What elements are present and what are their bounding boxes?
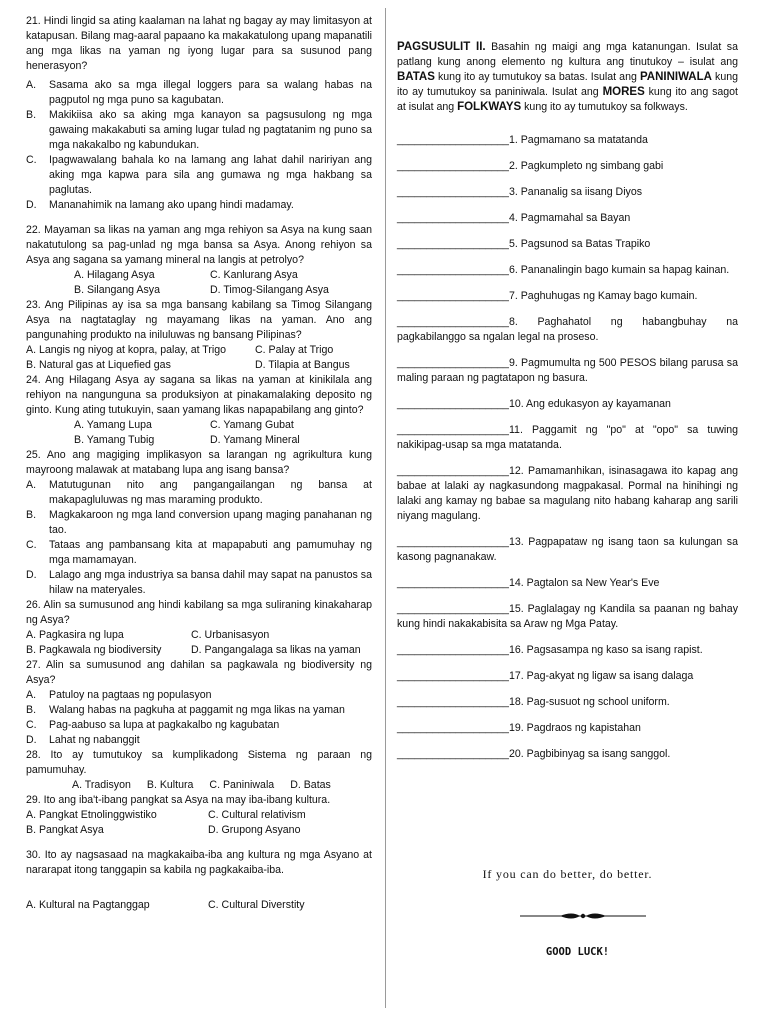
- question-stem: 22. Mayaman sa likas na yaman ang mga rehiyon sa Asya na kung saan nakatutulong sa pag-unlad ng mga bansa sa Asya. Anong rehiyon sa Asya ang sagana sa yamang mineral na langis at petrolyo?: [26, 224, 372, 266]
- answer-blank[interactable]: ___________________: [397, 670, 509, 682]
- answer-item-text: 10. Ang edukasyon ay kayamanan: [508, 398, 671, 410]
- option-c[interactable]: C. Urbanisasyon: [191, 629, 270, 641]
- question-27: [26, 658, 372, 748]
- question-stem: 27. Alin sa sumusunod ang dahilan sa pagkawala ng biodiversity ng Asya?: [26, 659, 372, 686]
- question-stem: 28. Ito ay tumutukoy sa kumplikadong Sistema ng paraan ng pamumuhay.: [26, 749, 372, 776]
- question-22: [26, 223, 372, 298]
- good-luck-text: GOOD LUCK!: [545, 946, 610, 958]
- question-stem: 29. Ito ang iba't-ibang pangkat sa Asya na may iba-ibang kultura.: [26, 794, 331, 806]
- ornament-divider-icon: [520, 911, 646, 926]
- answer-item-text: 1. Pagmamano sa matatanda: [508, 134, 648, 146]
- answer-blank[interactable]: ___________________: [397, 134, 509, 146]
- answer-item-15: [397, 602, 738, 632]
- option-d[interactable]: D. Batas: [290, 779, 331, 791]
- option-a[interactable]: A. Matutugunan nito ang pangangailangan ng bansa at makapagluluwas ng mas maraming produkto.: [26, 479, 372, 506]
- option-b[interactable]: B. Makikiisa ako sa aking mga kanayon sa pagsusulong ng mga gawaing makakabuti sa aming lugar tulad ng pagtatanim ng puno sa mga nakakalbo ng kabundukan.: [26, 109, 372, 151]
- keyword-batas: BATAS: [397, 71, 435, 83]
- answer-item-text: 15. Paglalagay ng Kandila sa paanan ng bahay kung hindi nakakabisita sa Araw ng Mga Patay.: [397, 603, 738, 630]
- option-a[interactable]: A. Hilagang Asya: [74, 269, 155, 281]
- keyword-paniniwala: PANINIWALA: [639, 71, 712, 83]
- keyword-folkways: FOLKWAYS: [457, 101, 522, 113]
- answer-blank[interactable]: ___________________: [397, 465, 509, 477]
- answer-item-6: [397, 263, 738, 278]
- answer-item-text: 6. Pananalingin bago kumain sa hapag kainan.: [508, 264, 730, 276]
- option-c[interactable]: C. Cultural relativism: [208, 809, 306, 821]
- option-d[interactable]: D. Grupong Asyano: [208, 824, 301, 836]
- option-a[interactable]: A. Kultural na Pagtanggap: [26, 899, 150, 911]
- answer-item-12: [397, 464, 738, 524]
- option-c[interactable]: C. Pag-aabuso sa lupa at pagkakalbo ng kagubatan: [26, 719, 280, 731]
- answer-item-10: [397, 397, 738, 412]
- answer-blank[interactable]: ___________________: [397, 398, 509, 410]
- question-stem: 21. Hindi lingid sa ating kaalaman na lahat ng bagay ay may limitasyon at katapusan. Bilang mag-aaral papaano ka makakatulong upang mapanatili ang mga likas na yaman ng iyong lugar para sa susunod pang henerasyon?: [26, 15, 372, 72]
- instructions: PAGSUSULIT II. Basahin ng maigi ang mga katanungan. Isulat sa patlang kung anong elemento ng kultura ang tinutukoy – isulat ang BATAS kung ito ay tumutukoy sa batas. Isulat ang PANINIWALA kung ito ay tumutukoy sa paniniwala. Isulat ang MORES kung ito ang sagot at isulat ang FOLKWAYS kung ito ay tumutukoy sa folkways.: [397, 41, 739, 113]
- question-26: [26, 598, 372, 658]
- answer-item-16: [397, 643, 738, 658]
- option-b[interactable]: B. Pagkawala ng biodiversity: [26, 644, 162, 656]
- answer-blank[interactable]: ___________________: [397, 577, 509, 589]
- question-stem: 26. Alin sa sumusunod ang hindi kabilang sa mga suliraning kinakaharap ng Asya?: [26, 599, 372, 626]
- option-b[interactable]: B. Yamang Tubig: [74, 434, 155, 446]
- section-title: PAGSUSULIT II.: [397, 41, 486, 53]
- answer-blank[interactable]: ___________________: [397, 722, 509, 734]
- answer-blank[interactable]: ___________________: [397, 316, 509, 328]
- question-stem: 25. Ano ang magiging implikasyon sa larangan ng agrikultura kung mayroong malawak at matabang lupa ang isang bansa?: [26, 449, 372, 476]
- answer-item-text: 18. Pag-susuot ng school uniform.: [508, 696, 670, 708]
- answer-item-text: 19. Pagdraos ng kapistahan: [508, 722, 641, 734]
- motto: If you can do better, do better.: [482, 867, 653, 881]
- question-stem: 23. Ang Pilipinas ay isa sa mga bansang kabilang sa Timog Silangang Asya na nagtataglay ng mayamang likas na yaman. Ano ang pangunahing produkto na iniluluwas ng bansang Pilipinas?: [26, 299, 372, 341]
- question-23: [26, 298, 372, 373]
- option-d[interactable]: D. Timog-Silangang Asya: [210, 284, 329, 296]
- answer-blank[interactable]: ___________________: [397, 603, 509, 615]
- option-b[interactable]: B. Natural gas at Liquefied gas: [26, 359, 171, 371]
- answer-item-text: 17. Pag-akyat ng ligaw sa isang dalaga: [508, 670, 694, 682]
- option-d[interactable]: D. Tilapia at Bangus: [255, 359, 350, 371]
- answer-item-8: [397, 315, 738, 345]
- option-c[interactable]: C. Ipagwawalang bahala ko na lamang ang lahat dahil naririyan ang aking mga kapwa para sila ang gumawa ng mga hakbang sa paglutas.: [26, 154, 372, 196]
- option-b[interactable]: B. Magkakaroon ng mga land conversion upang maging panahanan ng tao.: [26, 509, 372, 536]
- answer-item-9: [397, 356, 738, 386]
- question-25: [26, 448, 372, 598]
- answer-blank[interactable]: ___________________: [397, 748, 509, 760]
- keyword-mores: MORES: [602, 86, 645, 98]
- question-stem: 30. Ito ay nagsasaad na magkakaiba-iba ang kultura ng mga Asyano at nararapat itong tanggapin sa kabila ng pagkakaiba-iba.: [26, 849, 372, 876]
- answer-item-1: [397, 133, 738, 148]
- answer-item-5: [397, 237, 738, 252]
- answer-blank[interactable]: ___________________: [397, 186, 509, 198]
- answer-item-13: [397, 535, 738, 565]
- question-29: [26, 793, 372, 838]
- right-column: [397, 40, 738, 762]
- answer-blank[interactable]: ___________________: [397, 264, 509, 276]
- option-a[interactable]: A. Yamang Lupa: [74, 419, 152, 431]
- left-column: [26, 14, 372, 913]
- option-d[interactable]: D. Pangangalaga sa likas na yaman: [191, 644, 361, 656]
- answer-item-text: 3. Pananalig sa iisang Diyos: [508, 186, 643, 198]
- option-c[interactable]: C. Paniniwala: [209, 779, 275, 791]
- column-divider: [385, 8, 386, 1008]
- answer-item-text: 13. Pagpapataw ng isang taon sa kulungan sa kasong pagnanakaw.: [397, 536, 738, 563]
- option-a[interactable]: A. Patuloy na pagtaas ng populasyon: [26, 689, 212, 701]
- option-c[interactable]: C. Palay at Trigo: [255, 344, 334, 356]
- answer-item-7: [397, 289, 738, 304]
- question-stem: 24. Ang Hilagang Asya ay sagana sa likas na yaman at kinikilala ang rehiyon na nangunguna sa produksiyon at pinakamalaking deposito ng ginto. Kung ating tutukuyin, saan yamang likas napapabilang ang ginto?: [26, 374, 372, 416]
- question-28: [26, 748, 372, 793]
- answer-item-18: [397, 695, 738, 710]
- answer-item-2: [397, 159, 738, 174]
- answer-blank[interactable]: ___________________: [397, 357, 509, 369]
- answer-item-text: 12. Pamamanhikan, isinasagawa ito kapag ang babae at lalaki ay nagkasundong magpakasal. Pormal na hinihingi ng lalaki ang kamay ng babae sa magulang nito habang kaharap ang sarili niyang magulang.: [397, 465, 738, 522]
- answer-item-11: [397, 423, 738, 453]
- option-c[interactable]: C. Tataas ang pambansang kita at mapapabuti ang pamumuhay ng mga mamamayan.: [26, 539, 372, 566]
- question-30: [26, 848, 372, 913]
- option-a[interactable]: A. Sasama ako sa mga illegal loggers para sa walang habas na pagputol ng mga puno sa kagubatan.: [26, 79, 372, 106]
- answer-item-text: 20. Pagbibinyag sa isang sanggol.: [508, 748, 671, 760]
- answer-item-text: 5. Pagsunod sa Batas Trapiko: [508, 238, 651, 250]
- option-b[interactable]: B. Pangkat Asya: [26, 824, 104, 836]
- option-d[interactable]: D. Lahat ng nabanggit: [26, 734, 140, 746]
- answer-blank[interactable]: ___________________: [397, 290, 509, 302]
- answer-list: [397, 133, 738, 762]
- answer-blank[interactable]: ___________________: [397, 212, 509, 224]
- answer-blank[interactable]: ___________________: [397, 160, 509, 172]
- option-a[interactable]: A. Pagkasira ng lupa: [26, 629, 124, 641]
- option-a[interactable]: A. Langis ng niyog at kopra, palay, at Trigo: [26, 344, 227, 356]
- option-d[interactable]: D. Lalago ang mga industriya sa bansa dahil may sapat na panustos sa hilaw na materyales.: [26, 569, 372, 596]
- answer-item-text: 2. Pagkumpleto ng simbang gabi: [508, 160, 664, 172]
- answer-item-14: [397, 576, 738, 591]
- answer-item-4: [397, 211, 738, 226]
- option-d[interactable]: D. Mananahimik na lamang ako upang hindi madamay.: [26, 199, 294, 211]
- option-b[interactable]: B. Kultura: [146, 779, 194, 791]
- option-b[interactable]: B. Walang habas na pagkuha at paggamit ng mga likas na yaman: [26, 704, 345, 716]
- answer-item-text: 14. Pagtalon sa New Year's Eve: [508, 577, 660, 589]
- answer-blank[interactable]: ___________________: [397, 644, 509, 656]
- answer-item-19: [397, 721, 738, 736]
- option-b[interactable]: B. Silangang Asya: [74, 284, 160, 296]
- option-a[interactable]: A. Tradisyon: [72, 779, 131, 791]
- answer-blank[interactable]: ___________________: [397, 696, 509, 708]
- answer-item-text: 16. Pagsasampa ng kaso sa isang rapist.: [508, 644, 703, 656]
- option-c[interactable]: C. Kanlurang Asya: [210, 269, 298, 281]
- option-a[interactable]: A. Pangkat Etnolinggwistiko: [26, 809, 157, 821]
- answer-item-text: 7. Paghuhugas ng Kamay bago kumain.: [508, 290, 698, 302]
- answer-item-text: 4. Pagmamahal sa Bayan: [508, 212, 631, 224]
- answer-item-text: 9. Pagmumulta ng 500 PESOS bilang parusa sa maling paraan ng pagtatapon ng basura.: [397, 357, 738, 384]
- answer-blank[interactable]: ___________________: [397, 424, 509, 436]
- answer-item-text: 11. Paggamit ng "po" at "opo" sa tuwing nakikipag-usap sa mga matatanda.: [397, 424, 738, 451]
- option-c[interactable]: C. Cultural Diverstity: [208, 899, 305, 911]
- option-d[interactable]: D. Yamang Mineral: [210, 434, 300, 446]
- question-24: [26, 373, 372, 448]
- answer-item-3: [397, 185, 738, 200]
- answer-item-text: 8. Paghahatol ng habangbuhay na pagkabilanggo sa ngalan legal na proseso.: [397, 316, 738, 343]
- answer-item-17: [397, 669, 738, 684]
- question-21: [26, 14, 372, 213]
- answer-blank[interactable]: ___________________: [397, 238, 509, 250]
- option-c[interactable]: C. Yamang Gubat: [210, 419, 294, 431]
- answer-blank[interactable]: ___________________: [397, 536, 509, 548]
- answer-item-20: [397, 747, 738, 762]
